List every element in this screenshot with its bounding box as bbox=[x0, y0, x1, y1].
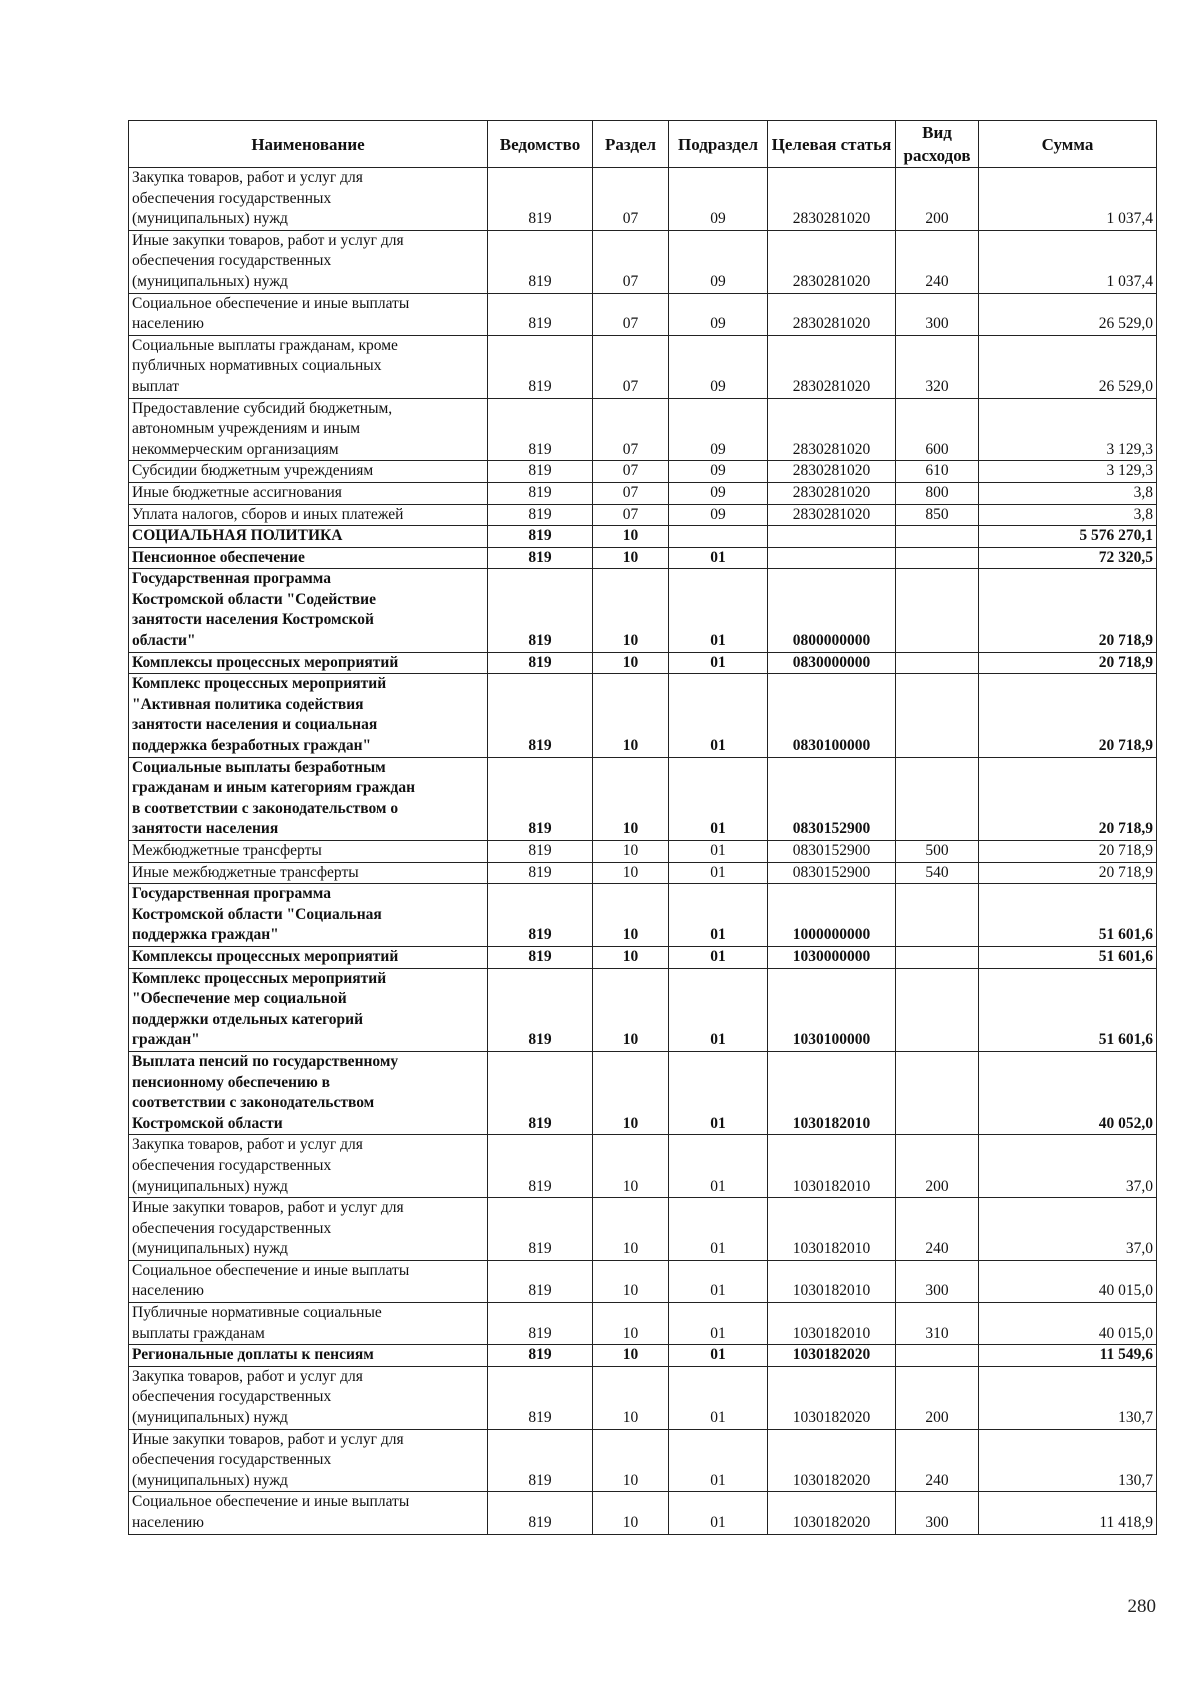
cell-vedomstvo: 819 bbox=[488, 168, 593, 231]
cell-razdel: 10 bbox=[593, 526, 669, 548]
cell-celevaya: 0800000000 bbox=[768, 569, 896, 652]
cell-vid bbox=[896, 946, 979, 968]
cell-vedomstvo: 819 bbox=[488, 335, 593, 398]
cell-podrazdel: 01 bbox=[669, 1345, 768, 1367]
cell-summa: 37,0 bbox=[979, 1135, 1157, 1198]
cell-vedomstvo: 819 bbox=[488, 862, 593, 884]
cell-name: Государственная программа Костромской области "Социальная поддержка граждан" bbox=[129, 884, 488, 947]
cell-celevaya: 0830152900 bbox=[768, 841, 896, 863]
cell-vid: 600 bbox=[896, 398, 979, 461]
cell-razdel: 10 bbox=[593, 884, 669, 947]
cell-summa: 20 718,9 bbox=[979, 569, 1157, 652]
cell-razdel: 10 bbox=[593, 862, 669, 884]
cell-name: Региональные доплаты к пенсиям bbox=[129, 1345, 488, 1367]
cell-celevaya: 0830000000 bbox=[768, 652, 896, 674]
cell-podrazdel: 09 bbox=[669, 398, 768, 461]
cell-summa: 51 601,6 bbox=[979, 884, 1157, 947]
cell-podrazdel: 01 bbox=[669, 968, 768, 1051]
cell-vid bbox=[896, 884, 979, 947]
cell-summa: 3 129,3 bbox=[979, 461, 1157, 483]
cell-razdel: 10 bbox=[593, 674, 669, 757]
cell-vedomstvo: 819 bbox=[488, 1303, 593, 1345]
cell-podrazdel bbox=[669, 526, 768, 548]
table-body bbox=[129, 168, 1157, 1535]
table-row bbox=[129, 230, 1157, 293]
cell-razdel: 10 bbox=[593, 968, 669, 1051]
cell-summa: 20 718,9 bbox=[979, 862, 1157, 884]
cell-summa: 130,7 bbox=[979, 1366, 1157, 1429]
cell-name: Социальные выплаты безработным гражданам и иным категориям граждан в соответствии с законодательством о занятости населения bbox=[129, 757, 488, 840]
cell-name: СОЦИАЛЬНАЯ ПОЛИТИКА bbox=[129, 526, 488, 548]
cell-razdel: 07 bbox=[593, 335, 669, 398]
table-row bbox=[129, 461, 1157, 483]
cell-name: Комплекс процессных мероприятий "Активная политика содействия занятости населения и социальная поддержка безработных граждан" bbox=[129, 674, 488, 757]
cell-vedomstvo: 819 bbox=[488, 884, 593, 947]
cell-name: Закупка товаров, работ и услуг для обеспечения государственных (муниципальных) нужд bbox=[129, 1366, 488, 1429]
cell-podrazdel: 09 bbox=[669, 230, 768, 293]
cell-razdel: 10 bbox=[593, 1429, 669, 1492]
cell-name: Субсидии бюджетным учреждениям bbox=[129, 461, 488, 483]
cell-vid: 800 bbox=[896, 482, 979, 504]
cell-celevaya: 2830281020 bbox=[768, 482, 896, 504]
cell-celevaya: 1030182020 bbox=[768, 1492, 896, 1534]
cell-vedomstvo: 819 bbox=[488, 398, 593, 461]
cell-summa: 26 529,0 bbox=[979, 335, 1157, 398]
cell-summa: 20 718,9 bbox=[979, 757, 1157, 840]
cell-name: Государственная программа Костромской области "Содействие занятости населения Костромской области" bbox=[129, 569, 488, 652]
table-row bbox=[129, 504, 1157, 526]
cell-summa: 20 718,9 bbox=[979, 674, 1157, 757]
table-header-row bbox=[129, 121, 1157, 168]
cell-podrazdel: 09 bbox=[669, 168, 768, 231]
cell-podrazdel: 01 bbox=[669, 674, 768, 757]
table-row bbox=[129, 1492, 1157, 1534]
cell-vid bbox=[896, 757, 979, 840]
cell-celevaya: 1000000000 bbox=[768, 884, 896, 947]
table-row bbox=[129, 1366, 1157, 1429]
cell-vid: 300 bbox=[896, 1492, 979, 1534]
cell-vid: 200 bbox=[896, 1135, 979, 1198]
cell-razdel: 07 bbox=[593, 504, 669, 526]
cell-summa: 1 037,4 bbox=[979, 230, 1157, 293]
cell-vedomstvo: 819 bbox=[488, 569, 593, 652]
cell-name: Социальное обеспечение и иные выплаты населению bbox=[129, 293, 488, 335]
cell-celevaya: 2830281020 bbox=[768, 230, 896, 293]
cell-razdel: 10 bbox=[593, 1492, 669, 1534]
cell-razdel: 10 bbox=[593, 1303, 669, 1345]
cell-vid: 240 bbox=[896, 1198, 979, 1261]
cell-podrazdel: 01 bbox=[669, 1198, 768, 1261]
cell-vedomstvo: 819 bbox=[488, 1366, 593, 1429]
cell-razdel: 07 bbox=[593, 461, 669, 483]
cell-vedomstvo: 819 bbox=[488, 674, 593, 757]
cell-name: Закупка товаров, работ и услуг для обеспечения государственных (муниципальных) нужд bbox=[129, 168, 488, 231]
cell-vedomstvo: 819 bbox=[488, 968, 593, 1051]
table-row bbox=[129, 1198, 1157, 1261]
cell-podrazdel: 01 bbox=[669, 1366, 768, 1429]
cell-vedomstvo: 819 bbox=[488, 482, 593, 504]
table-row bbox=[129, 547, 1157, 569]
cell-vid bbox=[896, 526, 979, 548]
cell-summa: 130,7 bbox=[979, 1429, 1157, 1492]
header-summa: Сумма bbox=[979, 121, 1157, 168]
header-name: Наименование bbox=[129, 121, 488, 168]
header-vedomstvo: Ведомство bbox=[488, 121, 593, 168]
cell-celevaya: 1030182010 bbox=[768, 1051, 896, 1134]
cell-summa: 72 320,5 bbox=[979, 547, 1157, 569]
cell-podrazdel: 01 bbox=[669, 1051, 768, 1134]
cell-vedomstvo: 819 bbox=[488, 293, 593, 335]
cell-podrazdel: 01 bbox=[669, 569, 768, 652]
cell-name: Выплата пенсий по государственному пенсионному обеспечению в соответствии с законодательством Костромской области bbox=[129, 1051, 488, 1134]
cell-vid: 540 bbox=[896, 862, 979, 884]
cell-vid bbox=[896, 547, 979, 569]
cell-razdel: 10 bbox=[593, 547, 669, 569]
cell-podrazdel: 01 bbox=[669, 841, 768, 863]
cell-summa: 51 601,6 bbox=[979, 946, 1157, 968]
cell-name: Комплексы процессных мероприятий bbox=[129, 946, 488, 968]
cell-podrazdel: 01 bbox=[669, 862, 768, 884]
cell-razdel: 10 bbox=[593, 1198, 669, 1261]
cell-name: Социальное обеспечение и иные выплаты населению bbox=[129, 1260, 488, 1302]
header-vid: Вид расходов bbox=[896, 121, 979, 168]
cell-name: Комплексы процессных мероприятий bbox=[129, 652, 488, 674]
cell-vedomstvo: 819 bbox=[488, 1051, 593, 1134]
cell-vedomstvo: 819 bbox=[488, 1260, 593, 1302]
cell-vedomstvo: 819 bbox=[488, 1345, 593, 1367]
cell-name: Иные бюджетные ассигнования bbox=[129, 482, 488, 504]
cell-vid: 500 bbox=[896, 841, 979, 863]
cell-vid bbox=[896, 1051, 979, 1134]
cell-celevaya: 2830281020 bbox=[768, 461, 896, 483]
cell-celevaya: 1030182010 bbox=[768, 1303, 896, 1345]
cell-vedomstvo: 819 bbox=[488, 757, 593, 840]
cell-podrazdel: 01 bbox=[669, 757, 768, 840]
cell-podrazdel: 01 bbox=[669, 946, 768, 968]
cell-summa: 20 718,9 bbox=[979, 841, 1157, 863]
cell-summa: 40 052,0 bbox=[979, 1051, 1157, 1134]
cell-vid: 300 bbox=[896, 1260, 979, 1302]
cell-vedomstvo: 819 bbox=[488, 946, 593, 968]
cell-vedomstvo: 819 bbox=[488, 547, 593, 569]
table-row bbox=[129, 1135, 1157, 1198]
table-row bbox=[129, 1429, 1157, 1492]
cell-vid: 610 bbox=[896, 461, 979, 483]
table-row bbox=[129, 293, 1157, 335]
cell-razdel: 10 bbox=[593, 1345, 669, 1367]
cell-vid: 240 bbox=[896, 1429, 979, 1492]
cell-celevaya: 1030182020 bbox=[768, 1345, 896, 1367]
cell-vid bbox=[896, 652, 979, 674]
cell-name: Закупка товаров, работ и услуг для обеспечения государственных (муниципальных) нужд bbox=[129, 1135, 488, 1198]
cell-name: Иные межбюджетные трансферты bbox=[129, 862, 488, 884]
cell-podrazdel: 01 bbox=[669, 1429, 768, 1492]
cell-summa: 40 015,0 bbox=[979, 1260, 1157, 1302]
table-row bbox=[129, 862, 1157, 884]
cell-celevaya: 0830100000 bbox=[768, 674, 896, 757]
cell-podrazdel: 09 bbox=[669, 461, 768, 483]
table-row bbox=[129, 757, 1157, 840]
table-row bbox=[129, 1345, 1157, 1367]
cell-summa: 26 529,0 bbox=[979, 293, 1157, 335]
cell-razdel: 10 bbox=[593, 1051, 669, 1134]
cell-name: Социальное обеспечение и иные выплаты населению bbox=[129, 1492, 488, 1534]
cell-summa: 3,8 bbox=[979, 482, 1157, 504]
cell-vid: 240 bbox=[896, 230, 979, 293]
cell-vid bbox=[896, 569, 979, 652]
cell-celevaya: 1030182010 bbox=[768, 1260, 896, 1302]
cell-podrazdel: 01 bbox=[669, 652, 768, 674]
cell-summa: 5 576 270,1 bbox=[979, 526, 1157, 548]
cell-vedomstvo: 819 bbox=[488, 230, 593, 293]
cell-razdel: 07 bbox=[593, 293, 669, 335]
cell-razdel: 07 bbox=[593, 398, 669, 461]
cell-celevaya: 0830152900 bbox=[768, 757, 896, 840]
cell-razdel: 10 bbox=[593, 946, 669, 968]
cell-podrazdel: 01 bbox=[669, 547, 768, 569]
cell-name: Уплата налогов, сборов и иных платежей bbox=[129, 504, 488, 526]
cell-vid bbox=[896, 1345, 979, 1367]
cell-razdel: 10 bbox=[593, 569, 669, 652]
cell-name: Публичные нормативные социальные выплаты гражданам bbox=[129, 1303, 488, 1345]
table-row bbox=[129, 1303, 1157, 1345]
cell-razdel: 10 bbox=[593, 841, 669, 863]
page-number: 280 bbox=[1127, 1596, 1156, 1617]
cell-vid: 850 bbox=[896, 504, 979, 526]
cell-celevaya: 2830281020 bbox=[768, 168, 896, 231]
cell-summa: 20 718,9 bbox=[979, 652, 1157, 674]
cell-podrazdel: 09 bbox=[669, 482, 768, 504]
cell-vedomstvo: 819 bbox=[488, 841, 593, 863]
cell-celevaya bbox=[768, 526, 896, 548]
cell-vid: 300 bbox=[896, 293, 979, 335]
cell-celevaya: 1030182010 bbox=[768, 1198, 896, 1261]
cell-celevaya: 1030000000 bbox=[768, 946, 896, 968]
cell-name: Иные закупки товаров, работ и услуг для обеспечения государственных (муниципальных) нужд bbox=[129, 1198, 488, 1261]
cell-razdel: 10 bbox=[593, 757, 669, 840]
cell-summa: 11 549,6 bbox=[979, 1345, 1157, 1367]
cell-podrazdel: 01 bbox=[669, 1135, 768, 1198]
cell-vid: 200 bbox=[896, 168, 979, 231]
cell-summa: 3,8 bbox=[979, 504, 1157, 526]
table-row bbox=[129, 652, 1157, 674]
cell-summa: 37,0 bbox=[979, 1198, 1157, 1261]
header-celevaya: Целевая статья bbox=[768, 121, 896, 168]
cell-name: Иные закупки товаров, работ и услуг для обеспечения государственных (муниципальных) нужд bbox=[129, 1429, 488, 1492]
cell-name: Иные закупки товаров, работ и услуг для обеспечения государственных (муниципальных) нужд bbox=[129, 230, 488, 293]
table-row bbox=[129, 569, 1157, 652]
cell-podrazdel: 09 bbox=[669, 335, 768, 398]
cell-vedomstvo: 819 bbox=[488, 1429, 593, 1492]
table-row bbox=[129, 884, 1157, 947]
table-row bbox=[129, 526, 1157, 548]
budget-table bbox=[128, 120, 1157, 1535]
cell-razdel: 10 bbox=[593, 1260, 669, 1302]
cell-celevaya: 2830281020 bbox=[768, 335, 896, 398]
cell-summa: 51 601,6 bbox=[979, 968, 1157, 1051]
cell-vid: 310 bbox=[896, 1303, 979, 1345]
cell-razdel: 07 bbox=[593, 168, 669, 231]
table-row bbox=[129, 841, 1157, 863]
cell-celevaya: 1030100000 bbox=[768, 968, 896, 1051]
cell-celevaya bbox=[768, 547, 896, 569]
cell-summa: 1 037,4 bbox=[979, 168, 1157, 231]
table-row bbox=[129, 1051, 1157, 1134]
cell-razdel: 10 bbox=[593, 1135, 669, 1198]
table-row bbox=[129, 674, 1157, 757]
cell-vedomstvo: 819 bbox=[488, 1198, 593, 1261]
cell-name: Предоставление субсидий бюджетным, автономным учреждениям и иным некоммерческим организациям bbox=[129, 398, 488, 461]
cell-vedomstvo: 819 bbox=[488, 461, 593, 483]
cell-vedomstvo: 819 bbox=[488, 526, 593, 548]
table-row bbox=[129, 1260, 1157, 1302]
header-podrazdel: Подраздел bbox=[669, 121, 768, 168]
cell-podrazdel: 01 bbox=[669, 1303, 768, 1345]
cell-vid bbox=[896, 674, 979, 757]
cell-vedomstvo: 819 bbox=[488, 504, 593, 526]
cell-podrazdel: 01 bbox=[669, 1492, 768, 1534]
cell-name: Пенсионное обеспечение bbox=[129, 547, 488, 569]
cell-vid: 200 bbox=[896, 1366, 979, 1429]
cell-summa: 11 418,9 bbox=[979, 1492, 1157, 1534]
cell-celevaya: 0830152900 bbox=[768, 862, 896, 884]
cell-podrazdel: 01 bbox=[669, 884, 768, 947]
cell-razdel: 10 bbox=[593, 1366, 669, 1429]
cell-name: Социальные выплаты гражданам, кроме публичных нормативных социальных выплат bbox=[129, 335, 488, 398]
cell-celevaya: 1030182020 bbox=[768, 1429, 896, 1492]
table-row bbox=[129, 482, 1157, 504]
cell-celevaya: 1030182010 bbox=[768, 1135, 896, 1198]
cell-vedomstvo: 819 bbox=[488, 1492, 593, 1534]
cell-razdel: 07 bbox=[593, 230, 669, 293]
cell-vedomstvo: 819 bbox=[488, 652, 593, 674]
cell-celevaya: 2830281020 bbox=[768, 293, 896, 335]
cell-summa: 40 015,0 bbox=[979, 1303, 1157, 1345]
table-row bbox=[129, 168, 1157, 231]
cell-podrazdel: 01 bbox=[669, 1260, 768, 1302]
cell-name: Межбюджетные трансферты bbox=[129, 841, 488, 863]
cell-summa: 3 129,3 bbox=[979, 398, 1157, 461]
cell-celevaya: 2830281020 bbox=[768, 398, 896, 461]
cell-razdel: 07 bbox=[593, 482, 669, 504]
cell-vid bbox=[896, 968, 979, 1051]
table-row bbox=[129, 946, 1157, 968]
table-row bbox=[129, 968, 1157, 1051]
cell-celevaya: 2830281020 bbox=[768, 504, 896, 526]
cell-podrazdel: 09 bbox=[669, 504, 768, 526]
table-row bbox=[129, 398, 1157, 461]
cell-vedomstvo: 819 bbox=[488, 1135, 593, 1198]
cell-name: Комплекс процессных мероприятий "Обеспечение мер социальной поддержки отдельных категорий граждан" bbox=[129, 968, 488, 1051]
cell-razdel: 10 bbox=[593, 652, 669, 674]
cell-celevaya: 1030182020 bbox=[768, 1366, 896, 1429]
header-razdel: Раздел bbox=[593, 121, 669, 168]
table-row bbox=[129, 335, 1157, 398]
cell-vid: 320 bbox=[896, 335, 979, 398]
cell-podrazdel: 09 bbox=[669, 293, 768, 335]
